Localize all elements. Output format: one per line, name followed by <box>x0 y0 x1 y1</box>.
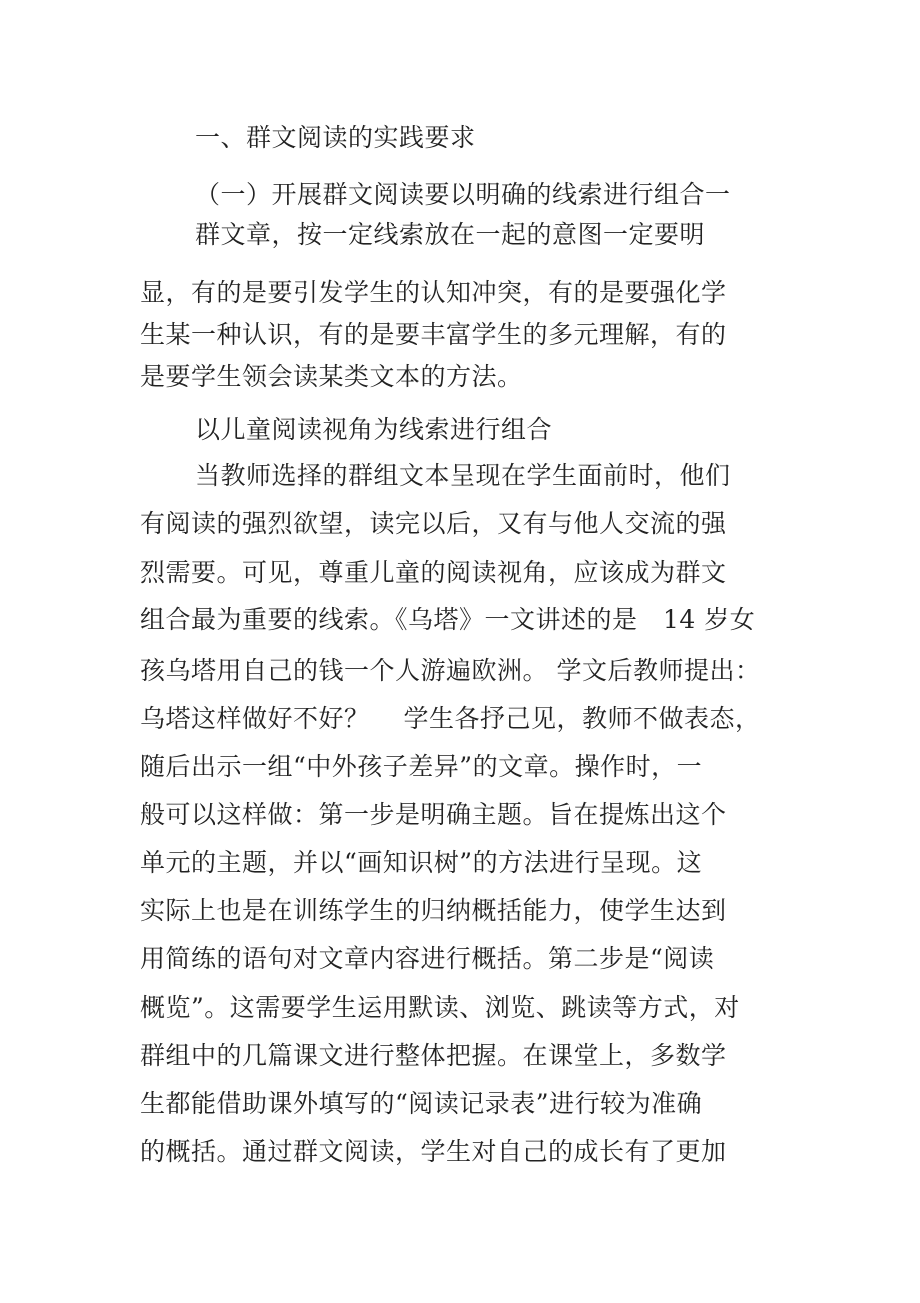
paragraph-line: 是要学生领会读某类文本的方法。 <box>140 362 523 391</box>
paragraph-line: 般可以这样做：第一步是明确主题。旨在提炼出这个 <box>140 800 727 829</box>
paragraph-line: 概览”。这需要学生运用默读、浏览、跳读等方式，对 <box>140 993 740 1022</box>
paragraph-line: 群组中的几篇课文进行整体把握。在课堂上，多数学 <box>140 1041 727 1070</box>
paragraph-line: 群文章，按一定线索放在一起的意图一定要明 <box>195 220 706 249</box>
section-heading: 一、群文阅读的实践要求 <box>195 123 476 152</box>
paragraph-line: 乌塔这样做好不好？ 学生各抒己见，教师不做表态， <box>140 704 761 733</box>
paragraph-line: 孩乌塔用自己的钱一个人游遍欧洲。 学文后教师提出： <box>140 656 761 685</box>
paragraph-line: 单元的主题，并以“画知识树”的方法进行呈现。这 <box>140 848 703 877</box>
paragraph-line: 生某一种认识，有的是要丰富学生的多元理解，有的 <box>140 320 727 349</box>
paragraph-line: 烈需要。可见，尊重儿童的阅读视角，应该成为群文 <box>140 558 727 587</box>
paragraph-line: 实际上也是在训练学生的归纳概括能力，使学生达到 <box>140 896 727 925</box>
paragraph-line: 组合最为重要的线索。《乌塔》一文讲述的是 14 岁女 <box>140 605 756 634</box>
paragraph-line: 随后出示一组“中外孩子差异”的文章。操作时，一 <box>140 752 703 781</box>
paragraph-line: 显，有的是要引发学生的认知冲突，有的是要强化学 <box>140 278 727 307</box>
paragraph-line: 的概括。通过群文阅读，学生对自己的成长有了更加 <box>140 1137 727 1166</box>
paragraph-line: 生都能借助课外填写的“阅读记录表”进行较为准确 <box>140 1089 703 1118</box>
paragraph-line: 有阅读的强烈欲望，读完以后，又有与他人交流的强 <box>140 509 727 538</box>
paragraph-line: 当教师选择的群组文本呈现在学生面前时，他们 <box>195 461 731 490</box>
paragraph-line: （一）开展群文阅读要以明确的线索进行组合一 <box>195 180 731 209</box>
paragraph-line: 用简练的语句对文章内容进行概括。第二步是“阅读 <box>140 944 715 973</box>
subheading-line: 以儿童阅读视角为线索进行组合 <box>195 415 553 444</box>
